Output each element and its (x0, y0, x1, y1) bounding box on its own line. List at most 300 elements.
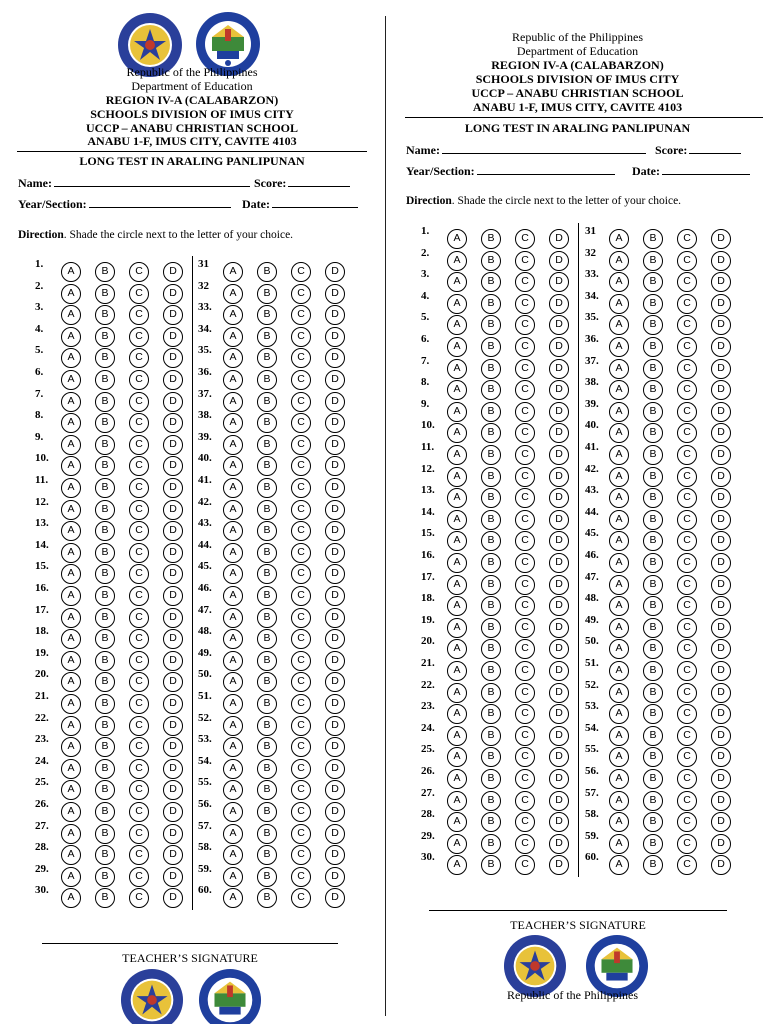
answer-bubble-a[interactable]: A (223, 413, 243, 433)
answer-bubble-a[interactable]: A (609, 704, 629, 724)
answer-bubble-d[interactable]: D (549, 488, 569, 508)
answer-bubble-a[interactable]: A (61, 629, 81, 649)
answer-bubble-c[interactable]: C (129, 564, 149, 584)
answer-bubble-a[interactable]: A (61, 456, 81, 476)
answer-bubble-a[interactable]: A (609, 618, 629, 638)
answer-bubble-d[interactable]: D (325, 694, 345, 714)
answer-bubble-d[interactable]: D (549, 380, 569, 400)
answer-bubble-a[interactable]: A (223, 564, 243, 584)
answer-bubble-b[interactable]: B (481, 402, 501, 422)
answer-bubble-b[interactable]: B (95, 824, 115, 844)
answer-bubble-a[interactable]: A (609, 596, 629, 616)
answer-bubble-a[interactable]: A (447, 251, 467, 271)
answer-bubble-b[interactable]: B (257, 348, 277, 368)
answer-bubble-b[interactable]: B (95, 759, 115, 779)
answer-bubble-d[interactable]: D (711, 747, 731, 767)
answer-bubble-a[interactable]: A (447, 488, 467, 508)
answer-bubble-b[interactable]: B (481, 445, 501, 465)
answer-bubble-b[interactable]: B (257, 694, 277, 714)
answer-bubble-a[interactable]: A (447, 855, 467, 875)
answer-bubble-d[interactable]: D (163, 802, 183, 822)
answer-bubble-a[interactable]: A (609, 812, 629, 832)
answer-bubble-c[interactable]: C (677, 488, 697, 508)
answer-bubble-d[interactable]: D (163, 608, 183, 628)
answer-bubble-b[interactable]: B (95, 543, 115, 563)
answer-bubble-d[interactable]: D (325, 780, 345, 800)
answer-bubble-c[interactable]: C (515, 704, 535, 724)
answer-bubble-c[interactable]: C (677, 467, 697, 487)
answer-bubble-a[interactable]: A (61, 262, 81, 282)
answer-bubble-a[interactable]: A (223, 284, 243, 304)
answer-bubble-b[interactable]: B (643, 596, 663, 616)
answer-bubble-a[interactable]: A (447, 359, 467, 379)
answer-bubble-d[interactable]: D (549, 467, 569, 487)
answer-bubble-b[interactable]: B (643, 553, 663, 573)
answer-bubble-a[interactable]: A (447, 272, 467, 292)
answer-bubble-c[interactable]: C (515, 445, 535, 465)
answer-bubble-d[interactable]: D (163, 370, 183, 390)
answer-bubble-d[interactable]: D (711, 445, 731, 465)
answer-bubble-c[interactable]: C (677, 791, 697, 811)
answer-bubble-b[interactable]: B (481, 294, 501, 314)
answer-bubble-a[interactable]: A (223, 845, 243, 865)
answer-bubble-a[interactable]: A (609, 575, 629, 595)
answer-bubble-d[interactable]: D (711, 726, 731, 746)
answer-bubble-b[interactable]: B (481, 229, 501, 249)
answer-bubble-b[interactable]: B (257, 392, 277, 412)
answer-bubble-b[interactable]: B (643, 855, 663, 875)
answer-bubble-c[interactable]: C (515, 661, 535, 681)
answer-bubble-c[interactable]: C (677, 639, 697, 659)
answer-bubble-d[interactable]: D (549, 229, 569, 249)
answer-bubble-c[interactable]: C (515, 359, 535, 379)
answer-bubble-b[interactable]: B (643, 251, 663, 271)
answer-bubble-d[interactable]: D (163, 500, 183, 520)
answer-bubble-d[interactable]: D (325, 305, 345, 325)
answer-bubble-d[interactable]: D (549, 402, 569, 422)
answer-bubble-d[interactable]: D (163, 629, 183, 649)
answer-bubble-b[interactable]: B (95, 780, 115, 800)
answer-bubble-c[interactable]: C (291, 824, 311, 844)
answer-bubble-d[interactable]: D (549, 726, 569, 746)
answer-bubble-d[interactable]: D (549, 294, 569, 314)
answer-bubble-b[interactable]: B (257, 262, 277, 282)
answer-bubble-d[interactable]: D (711, 423, 731, 443)
answer-bubble-b[interactable]: B (257, 370, 277, 390)
answer-bubble-a[interactable]: A (447, 294, 467, 314)
answer-bubble-c[interactable]: C (291, 845, 311, 865)
answer-bubble-d[interactable]: D (325, 370, 345, 390)
answer-bubble-d[interactable]: D (325, 802, 345, 822)
answer-bubble-c[interactable]: C (515, 683, 535, 703)
date-field[interactable] (632, 164, 750, 179)
answer-bubble-b[interactable]: B (95, 694, 115, 714)
answer-bubble-b[interactable]: B (643, 834, 663, 854)
answer-bubble-a[interactable]: A (223, 456, 243, 476)
answer-bubble-d[interactable]: D (711, 855, 731, 875)
answer-bubble-a[interactable]: A (447, 661, 467, 681)
answer-bubble-b[interactable]: B (257, 543, 277, 563)
answer-bubble-b[interactable]: B (481, 359, 501, 379)
answer-bubble-a[interactable]: A (447, 315, 467, 335)
answer-bubble-c[interactable]: C (677, 272, 697, 292)
answer-bubble-a[interactable]: A (61, 694, 81, 714)
answer-bubble-d[interactable]: D (325, 262, 345, 282)
answer-bubble-b[interactable]: B (257, 564, 277, 584)
answer-bubble-c[interactable]: C (677, 251, 697, 271)
answer-bubble-d[interactable]: D (711, 683, 731, 703)
answer-bubble-d[interactable]: D (163, 737, 183, 757)
answer-bubble-b[interactable]: B (481, 855, 501, 875)
answer-bubble-b[interactable]: B (95, 413, 115, 433)
answer-bubble-b[interactable]: B (257, 456, 277, 476)
answer-bubble-b[interactable]: B (481, 726, 501, 746)
answer-bubble-c[interactable]: C (515, 467, 535, 487)
answer-bubble-b[interactable]: B (643, 423, 663, 443)
answer-bubble-a[interactable]: A (609, 445, 629, 465)
answer-bubble-c[interactable]: C (129, 737, 149, 757)
answer-bubble-c[interactable]: C (515, 251, 535, 271)
answer-bubble-d[interactable]: D (163, 456, 183, 476)
answer-bubble-c[interactable]: C (677, 315, 697, 335)
answer-bubble-a[interactable]: A (609, 359, 629, 379)
answer-bubble-b[interactable]: B (257, 867, 277, 887)
answer-bubble-d[interactable]: D (163, 478, 183, 498)
answer-bubble-c[interactable]: C (291, 802, 311, 822)
answer-bubble-b[interactable]: B (95, 370, 115, 390)
answer-bubble-a[interactable]: A (447, 747, 467, 767)
answer-bubble-d[interactable]: D (163, 305, 183, 325)
answer-bubble-d[interactable]: D (325, 327, 345, 347)
answer-bubble-c[interactable]: C (677, 575, 697, 595)
answer-bubble-c[interactable]: C (677, 445, 697, 465)
answer-bubble-d[interactable]: D (325, 608, 345, 628)
answer-bubble-b[interactable]: B (481, 704, 501, 724)
answer-bubble-d[interactable]: D (325, 521, 345, 541)
answer-bubble-b[interactable]: B (643, 294, 663, 314)
answer-bubble-a[interactable]: A (447, 337, 467, 357)
year-section-field[interactable] (406, 164, 615, 179)
answer-bubble-a[interactable]: A (223, 716, 243, 736)
answer-bubble-d[interactable]: D (163, 435, 183, 455)
answer-bubble-c[interactable]: C (515, 337, 535, 357)
answer-bubble-b[interactable]: B (643, 315, 663, 335)
answer-bubble-c[interactable]: C (291, 370, 311, 390)
answer-bubble-a[interactable]: A (223, 327, 243, 347)
answer-bubble-b[interactable]: B (95, 456, 115, 476)
answer-bubble-a[interactable]: A (447, 445, 467, 465)
answer-bubble-b[interactable]: B (643, 229, 663, 249)
answer-bubble-d[interactable]: D (325, 284, 345, 304)
answer-bubble-a[interactable]: A (609, 791, 629, 811)
answer-bubble-b[interactable]: B (257, 327, 277, 347)
answer-bubble-a[interactable]: A (447, 553, 467, 573)
answer-bubble-c[interactable]: C (515, 812, 535, 832)
answer-bubble-c[interactable]: C (677, 683, 697, 703)
answer-bubble-d[interactable]: D (325, 413, 345, 433)
answer-bubble-a[interactable]: A (223, 608, 243, 628)
answer-bubble-c[interactable]: C (291, 737, 311, 757)
answer-bubble-c[interactable]: C (291, 500, 311, 520)
answer-bubble-d[interactable]: D (711, 467, 731, 487)
answer-bubble-d[interactable]: D (711, 294, 731, 314)
answer-bubble-c[interactable]: C (677, 726, 697, 746)
answer-bubble-c[interactable]: C (515, 791, 535, 811)
answer-bubble-b[interactable]: B (95, 521, 115, 541)
answer-bubble-a[interactable]: A (609, 467, 629, 487)
answer-bubble-b[interactable]: B (481, 661, 501, 681)
answer-bubble-c[interactable]: C (129, 456, 149, 476)
answer-bubble-d[interactable]: D (549, 812, 569, 832)
answer-bubble-d[interactable]: D (549, 251, 569, 271)
answer-bubble-d[interactable]: D (711, 402, 731, 422)
answer-bubble-b[interactable]: B (643, 618, 663, 638)
answer-bubble-c[interactable]: C (291, 413, 311, 433)
answer-bubble-c[interactable]: C (291, 608, 311, 628)
answer-bubble-c[interactable]: C (515, 575, 535, 595)
answer-bubble-b[interactable]: B (643, 769, 663, 789)
answer-bubble-d[interactable]: D (711, 596, 731, 616)
answer-bubble-c[interactable]: C (129, 413, 149, 433)
answer-bubble-b[interactable]: B (481, 380, 501, 400)
answer-bubble-a[interactable]: A (61, 413, 81, 433)
answer-bubble-a[interactable]: A (61, 888, 81, 908)
answer-bubble-d[interactable]: D (163, 392, 183, 412)
answer-bubble-a[interactable]: A (61, 478, 81, 498)
answer-bubble-d[interactable]: D (549, 704, 569, 724)
answer-bubble-d[interactable]: D (325, 737, 345, 757)
answer-bubble-d[interactable]: D (549, 553, 569, 573)
answer-bubble-b[interactable]: B (481, 553, 501, 573)
answer-bubble-c[interactable]: C (291, 305, 311, 325)
answer-bubble-c[interactable]: C (129, 521, 149, 541)
answer-bubble-c[interactable]: C (291, 651, 311, 671)
answer-bubble-a[interactable]: A (447, 467, 467, 487)
answer-bubble-b[interactable]: B (643, 337, 663, 357)
answer-bubble-c[interactable]: C (677, 855, 697, 875)
answer-bubble-a[interactable]: A (609, 834, 629, 854)
answer-bubble-b[interactable]: B (257, 500, 277, 520)
answer-bubble-d[interactable]: D (325, 629, 345, 649)
answer-bubble-b[interactable]: B (481, 747, 501, 767)
answer-bubble-b[interactable]: B (481, 683, 501, 703)
answer-bubble-a[interactable]: A (609, 402, 629, 422)
answer-bubble-a[interactable]: A (61, 845, 81, 865)
answer-bubble-b[interactable]: B (95, 327, 115, 347)
answer-bubble-d[interactable]: D (711, 639, 731, 659)
answer-bubble-c[interactable]: C (129, 824, 149, 844)
answer-bubble-b[interactable]: B (95, 845, 115, 865)
answer-bubble-a[interactable]: A (609, 294, 629, 314)
answer-bubble-b[interactable]: B (257, 759, 277, 779)
answer-bubble-d[interactable]: D (711, 359, 731, 379)
answer-bubble-d[interactable]: D (325, 651, 345, 671)
answer-bubble-b[interactable]: B (257, 672, 277, 692)
answer-bubble-b[interactable]: B (481, 812, 501, 832)
answer-bubble-b[interactable]: B (257, 608, 277, 628)
answer-bubble-c[interactable]: C (291, 456, 311, 476)
answer-bubble-a[interactable]: A (223, 543, 243, 563)
answer-bubble-a[interactable]: A (223, 824, 243, 844)
answer-bubble-d[interactable]: D (325, 478, 345, 498)
answer-bubble-d[interactable]: D (549, 531, 569, 551)
answer-bubble-b[interactable]: B (257, 305, 277, 325)
answer-bubble-d[interactable]: D (325, 500, 345, 520)
answer-bubble-b[interactable]: B (257, 521, 277, 541)
answer-bubble-d[interactable]: D (163, 521, 183, 541)
answer-bubble-c[interactable]: C (291, 435, 311, 455)
answer-bubble-c[interactable]: C (515, 769, 535, 789)
answer-bubble-c[interactable]: C (677, 531, 697, 551)
answer-bubble-b[interactable]: B (481, 639, 501, 659)
answer-bubble-a[interactable]: A (447, 618, 467, 638)
answer-bubble-a[interactable]: A (61, 824, 81, 844)
answer-bubble-c[interactable]: C (677, 704, 697, 724)
answer-bubble-a[interactable]: A (447, 726, 467, 746)
answer-bubble-c[interactable]: C (677, 618, 697, 638)
answer-bubble-d[interactable]: D (325, 888, 345, 908)
answer-bubble-b[interactable]: B (257, 888, 277, 908)
answer-bubble-a[interactable]: A (223, 629, 243, 649)
answer-bubble-b[interactable]: B (643, 531, 663, 551)
answer-bubble-d[interactable]: D (711, 251, 731, 271)
answer-bubble-d[interactable]: D (711, 272, 731, 292)
answer-bubble-d[interactable]: D (549, 618, 569, 638)
answer-bubble-a[interactable]: A (61, 392, 81, 412)
answer-bubble-a[interactable]: A (61, 521, 81, 541)
answer-bubble-c[interactable]: C (129, 543, 149, 563)
answer-bubble-a[interactable]: A (223, 521, 243, 541)
answer-bubble-d[interactable]: D (711, 769, 731, 789)
answer-bubble-b[interactable]: B (95, 348, 115, 368)
answer-bubble-c[interactable]: C (129, 327, 149, 347)
answer-bubble-b[interactable]: B (481, 337, 501, 357)
answer-bubble-c[interactable]: C (515, 726, 535, 746)
answer-bubble-b[interactable]: B (643, 661, 663, 681)
answer-bubble-b[interactable]: B (257, 845, 277, 865)
answer-bubble-d[interactable]: D (325, 564, 345, 584)
answer-bubble-c[interactable]: C (291, 392, 311, 412)
answer-bubble-a[interactable]: A (61, 500, 81, 520)
answer-bubble-a[interactable]: A (609, 380, 629, 400)
answer-bubble-d[interactable]: D (325, 456, 345, 476)
answer-bubble-c[interactable]: C (129, 586, 149, 606)
answer-bubble-c[interactable]: C (129, 435, 149, 455)
answer-bubble-b[interactable]: B (95, 435, 115, 455)
answer-bubble-d[interactable]: D (325, 543, 345, 563)
answer-bubble-a[interactable]: A (61, 608, 81, 628)
answer-bubble-b[interactable]: B (95, 608, 115, 628)
answer-bubble-d[interactable]: D (711, 229, 731, 249)
answer-bubble-a[interactable]: A (223, 348, 243, 368)
answer-bubble-c[interactable]: C (677, 510, 697, 530)
answer-bubble-b[interactable]: B (257, 651, 277, 671)
answer-bubble-c[interactable]: C (129, 629, 149, 649)
answer-bubble-d[interactable]: D (711, 704, 731, 724)
answer-bubble-b[interactable]: B (481, 315, 501, 335)
answer-bubble-b[interactable]: B (481, 834, 501, 854)
answer-bubble-a[interactable]: A (61, 305, 81, 325)
answer-bubble-b[interactable]: B (257, 284, 277, 304)
answer-bubble-a[interactable]: A (61, 672, 81, 692)
answer-bubble-a[interactable]: A (609, 337, 629, 357)
answer-bubble-a[interactable]: A (223, 651, 243, 671)
answer-bubble-b[interactable]: B (643, 704, 663, 724)
answer-bubble-a[interactable]: A (609, 683, 629, 703)
answer-bubble-a[interactable]: A (447, 812, 467, 832)
answer-bubble-d[interactable]: D (549, 855, 569, 875)
answer-bubble-d[interactable]: D (549, 834, 569, 854)
answer-bubble-c[interactable]: C (515, 834, 535, 854)
answer-bubble-a[interactable]: A (447, 639, 467, 659)
answer-bubble-d[interactable]: D (711, 553, 731, 573)
answer-bubble-a[interactable]: A (61, 348, 81, 368)
answer-bubble-d[interactable]: D (163, 564, 183, 584)
answer-bubble-d[interactable]: D (163, 867, 183, 887)
answer-bubble-d[interactable]: D (163, 716, 183, 736)
answer-bubble-a[interactable]: A (447, 596, 467, 616)
answer-bubble-b[interactable]: B (643, 791, 663, 811)
answer-bubble-d[interactable]: D (163, 327, 183, 347)
answer-bubble-c[interactable]: C (515, 272, 535, 292)
answer-bubble-c[interactable]: C (129, 348, 149, 368)
answer-bubble-c[interactable]: C (515, 229, 535, 249)
answer-bubble-a[interactable]: A (609, 251, 629, 271)
answer-bubble-a[interactable]: A (223, 780, 243, 800)
answer-bubble-a[interactable]: A (61, 780, 81, 800)
answer-bubble-c[interactable]: C (677, 596, 697, 616)
answer-bubble-a[interactable]: A (609, 747, 629, 767)
answer-bubble-c[interactable]: C (515, 423, 535, 443)
answer-bubble-c[interactable]: C (129, 845, 149, 865)
answer-bubble-c[interactable]: C (129, 759, 149, 779)
answer-bubble-d[interactable]: D (711, 337, 731, 357)
answer-bubble-b[interactable]: B (643, 359, 663, 379)
answer-bubble-c[interactable]: C (291, 629, 311, 649)
answer-bubble-a[interactable]: A (609, 553, 629, 573)
answer-bubble-c[interactable]: C (677, 661, 697, 681)
answer-bubble-a[interactable]: A (223, 478, 243, 498)
answer-bubble-c[interactable]: C (677, 402, 697, 422)
answer-bubble-b[interactable]: B (643, 467, 663, 487)
answer-bubble-c[interactable]: C (515, 618, 535, 638)
answer-bubble-b[interactable]: B (95, 737, 115, 757)
answer-bubble-a[interactable]: A (61, 284, 81, 304)
answer-bubble-a[interactable]: A (61, 564, 81, 584)
answer-bubble-d[interactable]: D (549, 683, 569, 703)
answer-bubble-c[interactable]: C (677, 294, 697, 314)
answer-bubble-b[interactable]: B (257, 629, 277, 649)
answer-bubble-c[interactable]: C (677, 359, 697, 379)
answer-bubble-b[interactable]: B (643, 272, 663, 292)
answer-bubble-b[interactable]: B (257, 780, 277, 800)
answer-bubble-d[interactable]: D (549, 337, 569, 357)
answer-bubble-c[interactable]: C (291, 348, 311, 368)
answer-bubble-a[interactable]: A (223, 370, 243, 390)
score-field[interactable] (254, 176, 350, 191)
answer-bubble-b[interactable]: B (95, 262, 115, 282)
answer-bubble-c[interactable]: C (677, 553, 697, 573)
answer-bubble-d[interactable]: D (549, 661, 569, 681)
answer-bubble-d[interactable]: D (325, 435, 345, 455)
answer-bubble-a[interactable]: A (223, 802, 243, 822)
answer-bubble-c[interactable]: C (291, 888, 311, 908)
answer-bubble-a[interactable]: A (223, 435, 243, 455)
answer-bubble-d[interactable]: D (163, 348, 183, 368)
answer-bubble-b[interactable]: B (643, 575, 663, 595)
answer-bubble-d[interactable]: D (325, 824, 345, 844)
answer-bubble-d[interactable]: D (325, 867, 345, 887)
